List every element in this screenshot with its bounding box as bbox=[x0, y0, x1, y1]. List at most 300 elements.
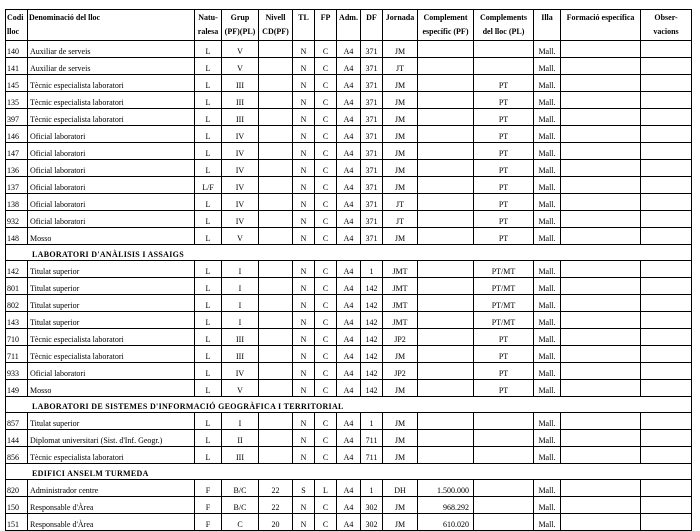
cell-island: Mall. bbox=[534, 278, 561, 295]
cell-name: Mosso bbox=[28, 380, 195, 397]
cell-specific-complement bbox=[418, 380, 474, 397]
cell-group: IV bbox=[222, 143, 259, 160]
cell-level bbox=[259, 380, 293, 397]
cell-fp: C bbox=[315, 109, 337, 126]
cell-fp: C bbox=[315, 312, 337, 329]
cell-jornada: JM bbox=[383, 380, 418, 397]
cell-nature: L bbox=[195, 430, 222, 447]
table-row bbox=[6, 497, 692, 514]
cell-observations bbox=[641, 194, 692, 211]
cell-observations bbox=[641, 329, 692, 346]
table-row bbox=[6, 58, 692, 75]
cell-level: 22 bbox=[259, 480, 293, 497]
cell-tl: N bbox=[293, 143, 315, 160]
cell-df: 142 bbox=[361, 329, 383, 346]
header-island: Illa bbox=[534, 10, 561, 41]
cell-island: Mall. bbox=[534, 109, 561, 126]
cell-position-complements: PT bbox=[474, 329, 534, 346]
cell-island: Mall. bbox=[534, 380, 561, 397]
header-specific-complement: Complement específic (PF) bbox=[418, 10, 474, 41]
cell-code: 933 bbox=[6, 363, 28, 380]
cell-specific-complement bbox=[418, 278, 474, 295]
cell-jornada: JMT bbox=[383, 312, 418, 329]
table-row bbox=[6, 430, 692, 447]
cell-df: 371 bbox=[361, 109, 383, 126]
cell-group: I bbox=[222, 413, 259, 430]
cell-jornada: JM bbox=[383, 41, 418, 58]
cell-position-complements: PT bbox=[474, 228, 534, 245]
cell-tl: N bbox=[293, 228, 315, 245]
cell-fp: C bbox=[315, 261, 337, 278]
table-row bbox=[6, 75, 692, 92]
cell-fp: C bbox=[315, 363, 337, 380]
cell-island: Mall. bbox=[534, 92, 561, 109]
cell-group: IV bbox=[222, 126, 259, 143]
cell-specific-training bbox=[561, 278, 641, 295]
cell-observations bbox=[641, 480, 692, 497]
cell-fp: C bbox=[315, 194, 337, 211]
cell-adm: A4 bbox=[337, 346, 361, 363]
cell-fp: C bbox=[315, 75, 337, 92]
cell-observations bbox=[641, 413, 692, 430]
cell-specific-complement bbox=[418, 447, 474, 464]
cell-specific-complement bbox=[418, 312, 474, 329]
cell-tl: N bbox=[293, 295, 315, 312]
cell-code: 145 bbox=[6, 75, 28, 92]
cell-nature: F bbox=[195, 514, 222, 531]
cell-adm: A4 bbox=[337, 126, 361, 143]
cell-code: 820 bbox=[6, 480, 28, 497]
cell-island: Mall. bbox=[534, 160, 561, 177]
cell-nature: L bbox=[195, 75, 222, 92]
cell-group: III bbox=[222, 447, 259, 464]
cell-position-complements bbox=[474, 480, 534, 497]
cell-level bbox=[259, 109, 293, 126]
cell-island: Mall. bbox=[534, 228, 561, 245]
table-row bbox=[6, 278, 692, 295]
cell-group: II bbox=[222, 430, 259, 447]
table-row bbox=[6, 261, 692, 278]
table-row bbox=[6, 312, 692, 329]
cell-group: III bbox=[222, 92, 259, 109]
cell-observations bbox=[641, 109, 692, 126]
cell-df: 142 bbox=[361, 312, 383, 329]
cell-group: IV bbox=[222, 211, 259, 228]
cell-name: Oficial laboratori bbox=[28, 126, 195, 143]
cell-name: Tècnic especialista laboratori bbox=[28, 447, 195, 464]
cell-specific-complement bbox=[418, 329, 474, 346]
cell-code: 143 bbox=[6, 312, 28, 329]
cell-adm: A4 bbox=[337, 211, 361, 228]
cell-specific-complement bbox=[418, 75, 474, 92]
cell-code: 136 bbox=[6, 160, 28, 177]
header-fp: FP bbox=[315, 10, 337, 41]
cell-position-complements: PT/MT bbox=[474, 278, 534, 295]
cell-position-complements: PT bbox=[474, 211, 534, 228]
cell-specific-complement: 1.500.000 bbox=[418, 480, 474, 497]
cell-island: Mall. bbox=[534, 413, 561, 430]
cell-level bbox=[259, 261, 293, 278]
cell-name: Responsable d'Àrea bbox=[28, 497, 195, 514]
cell-jornada: JM bbox=[383, 160, 418, 177]
cell-nature: L bbox=[195, 92, 222, 109]
cell-group: III bbox=[222, 109, 259, 126]
cell-group: V bbox=[222, 41, 259, 58]
header-jornada: Jornada bbox=[383, 10, 418, 41]
cell-nature: L bbox=[195, 346, 222, 363]
cell-group: I bbox=[222, 278, 259, 295]
cell-adm: A4 bbox=[337, 92, 361, 109]
cell-jornada: JM bbox=[383, 177, 418, 194]
table-row bbox=[6, 177, 692, 194]
cell-group: III bbox=[222, 75, 259, 92]
cell-name: Titulat superior bbox=[28, 413, 195, 430]
cell-name: Responsable d'Àrea bbox=[28, 514, 195, 531]
table-row bbox=[6, 109, 692, 126]
cell-position-complements bbox=[474, 413, 534, 430]
cell-specific-training bbox=[561, 41, 641, 58]
cell-name: Oficial laboratori bbox=[28, 143, 195, 160]
cell-code: 397 bbox=[6, 109, 28, 126]
cell-group: I bbox=[222, 261, 259, 278]
cell-specific-training bbox=[561, 380, 641, 397]
cell-tl: N bbox=[293, 514, 315, 531]
cell-island: Mall. bbox=[534, 126, 561, 143]
cell-observations bbox=[641, 160, 692, 177]
section-header-row bbox=[6, 464, 692, 480]
cell-name: Tècnic especialista laboratori bbox=[28, 346, 195, 363]
cell-code: 135 bbox=[6, 92, 28, 109]
cell-specific-training bbox=[561, 447, 641, 464]
cell-specific-complement bbox=[418, 177, 474, 194]
cell-specific-complement bbox=[418, 295, 474, 312]
cell-adm: A4 bbox=[337, 75, 361, 92]
cell-tl: N bbox=[293, 346, 315, 363]
cell-jornada: JM bbox=[383, 92, 418, 109]
cell-island: Mall. bbox=[534, 58, 561, 75]
cell-specific-training bbox=[561, 109, 641, 126]
cell-code: 144 bbox=[6, 430, 28, 447]
cell-observations bbox=[641, 447, 692, 464]
cell-name: Tècnic especialista laboratori bbox=[28, 109, 195, 126]
cell-fp: C bbox=[315, 41, 337, 58]
cell-fp: C bbox=[315, 278, 337, 295]
cell-fp: C bbox=[315, 228, 337, 245]
cell-island: Mall. bbox=[534, 497, 561, 514]
cell-df: 1 bbox=[361, 480, 383, 497]
cell-name: Administrador centre bbox=[28, 480, 195, 497]
cell-name: Tècnic especialista laboratori bbox=[28, 75, 195, 92]
cell-df: 371 bbox=[361, 126, 383, 143]
cell-level bbox=[259, 143, 293, 160]
cell-tl: N bbox=[293, 58, 315, 75]
cell-specific-training bbox=[561, 312, 641, 329]
cell-fp: C bbox=[315, 295, 337, 312]
cell-tl: N bbox=[293, 41, 315, 58]
cell-tl: N bbox=[293, 177, 315, 194]
cell-adm: A4 bbox=[337, 329, 361, 346]
cell-jornada: DH bbox=[383, 480, 418, 497]
cell-specific-training bbox=[561, 143, 641, 160]
header-row bbox=[6, 10, 692, 41]
cell-specific-complement bbox=[418, 363, 474, 380]
cell-fp: C bbox=[315, 413, 337, 430]
cell-name: Titulat superior bbox=[28, 312, 195, 329]
cell-observations bbox=[641, 346, 692, 363]
table-row bbox=[6, 228, 692, 245]
cell-level bbox=[259, 41, 293, 58]
cell-position-complements: PT bbox=[474, 75, 534, 92]
cell-adm: A4 bbox=[337, 380, 361, 397]
header-level: Nivell CD(PF) bbox=[259, 10, 293, 41]
cell-specific-training bbox=[561, 58, 641, 75]
section-header-row bbox=[6, 245, 692, 261]
table-row bbox=[6, 295, 692, 312]
table-row bbox=[6, 346, 692, 363]
cell-observations bbox=[641, 380, 692, 397]
cell-position-complements: PT bbox=[474, 380, 534, 397]
cell-df: 371 bbox=[361, 143, 383, 160]
cell-specific-complement: 968.292 bbox=[418, 497, 474, 514]
cell-name: Tècnic especialista laboratori bbox=[28, 92, 195, 109]
cell-nature: L bbox=[195, 228, 222, 245]
cell-specific-complement bbox=[418, 109, 474, 126]
cell-jornada: JT bbox=[383, 211, 418, 228]
cell-observations bbox=[641, 430, 692, 447]
cell-name: Oficial laboratori bbox=[28, 211, 195, 228]
header-specific-training: Formació específica bbox=[561, 10, 641, 41]
cell-tl: N bbox=[293, 194, 315, 211]
cell-fp: C bbox=[315, 211, 337, 228]
cell-observations bbox=[641, 514, 692, 531]
cell-nature: L bbox=[195, 363, 222, 380]
cell-position-complements: PT bbox=[474, 194, 534, 211]
cell-tl: N bbox=[293, 75, 315, 92]
cell-name: Oficial laboratori bbox=[28, 363, 195, 380]
cell-adm: A4 bbox=[337, 363, 361, 380]
header-nature: Natu- ralesa bbox=[195, 10, 222, 41]
table-row bbox=[6, 447, 692, 464]
cell-specific-training bbox=[561, 261, 641, 278]
cell-specific-training bbox=[561, 430, 641, 447]
cell-code: 710 bbox=[6, 329, 28, 346]
cell-specific-complement bbox=[418, 41, 474, 58]
cell-observations bbox=[641, 278, 692, 295]
cell-name: Tècnic especialista laboratori bbox=[28, 329, 195, 346]
cell-jornada: JM bbox=[383, 75, 418, 92]
cell-group: IV bbox=[222, 160, 259, 177]
cell-level bbox=[259, 278, 293, 295]
cell-level bbox=[259, 211, 293, 228]
cell-group: V bbox=[222, 380, 259, 397]
cell-level bbox=[259, 312, 293, 329]
cell-observations bbox=[641, 143, 692, 160]
cell-code: 857 bbox=[6, 413, 28, 430]
cell-island: Mall. bbox=[534, 363, 561, 380]
cell-code: 146 bbox=[6, 126, 28, 143]
cell-level bbox=[259, 447, 293, 464]
cell-observations bbox=[641, 312, 692, 329]
cell-position-complements bbox=[474, 41, 534, 58]
cell-fp: C bbox=[315, 497, 337, 514]
cell-fp: C bbox=[315, 514, 337, 531]
cell-island: Mall. bbox=[534, 514, 561, 531]
table-row bbox=[6, 380, 692, 397]
cell-name: Oficial laboratori bbox=[28, 194, 195, 211]
cell-adm: A4 bbox=[337, 430, 361, 447]
cell-specific-training bbox=[561, 514, 641, 531]
cell-nature: L bbox=[195, 312, 222, 329]
cell-nature: L bbox=[195, 329, 222, 346]
cell-df: 371 bbox=[361, 177, 383, 194]
cell-fp: C bbox=[315, 177, 337, 194]
cell-level bbox=[259, 177, 293, 194]
cell-island: Mall. bbox=[534, 211, 561, 228]
cell-name: Auxiliar de serveis bbox=[28, 58, 195, 75]
cell-code: 148 bbox=[6, 228, 28, 245]
cell-tl: N bbox=[293, 497, 315, 514]
cell-name: Auxiliar de serveis bbox=[28, 41, 195, 58]
cell-level bbox=[259, 228, 293, 245]
cell-adm: A4 bbox=[337, 228, 361, 245]
cell-df: 371 bbox=[361, 194, 383, 211]
cell-observations bbox=[641, 295, 692, 312]
cell-specific-training bbox=[561, 177, 641, 194]
cell-df: 371 bbox=[361, 160, 383, 177]
cell-group: V bbox=[222, 58, 259, 75]
cell-specific-training bbox=[561, 75, 641, 92]
cell-adm: A4 bbox=[337, 413, 361, 430]
cell-fp: C bbox=[315, 143, 337, 160]
cell-jornada: JT bbox=[383, 194, 418, 211]
cell-level bbox=[259, 346, 293, 363]
cell-jornada: JP2 bbox=[383, 329, 418, 346]
cell-specific-complement bbox=[418, 413, 474, 430]
cell-jornada: JM bbox=[383, 430, 418, 447]
cell-group: I bbox=[222, 312, 259, 329]
cell-specific-training bbox=[561, 295, 641, 312]
cell-specific-training bbox=[561, 497, 641, 514]
header-df: DF bbox=[361, 10, 383, 41]
cell-tl: N bbox=[293, 261, 315, 278]
section-header-row bbox=[6, 397, 692, 413]
cell-df: 142 bbox=[361, 363, 383, 380]
cell-island: Mall. bbox=[534, 41, 561, 58]
header-observations: Obser- vacions bbox=[641, 10, 692, 41]
cell-group: IV bbox=[222, 363, 259, 380]
section-title: LABORATORI D'ANÀLISIS I ASSAIGS bbox=[6, 245, 692, 261]
header-code: Codi lloc bbox=[6, 10, 28, 41]
cell-code: 138 bbox=[6, 194, 28, 211]
cell-level bbox=[259, 194, 293, 211]
table-row bbox=[6, 480, 692, 497]
cell-df: 371 bbox=[361, 58, 383, 75]
cell-tl: N bbox=[293, 430, 315, 447]
cell-island: Mall. bbox=[534, 346, 561, 363]
cell-observations bbox=[641, 41, 692, 58]
cell-tl: N bbox=[293, 380, 315, 397]
cell-nature: L bbox=[195, 109, 222, 126]
cell-level: 22 bbox=[259, 497, 293, 514]
cell-specific-complement bbox=[418, 211, 474, 228]
cell-island: Mall. bbox=[534, 447, 561, 464]
cell-group: I bbox=[222, 295, 259, 312]
cell-df: 302 bbox=[361, 497, 383, 514]
cell-jornada: JM bbox=[383, 346, 418, 363]
cell-nature: L/F bbox=[195, 177, 222, 194]
cell-tl: N bbox=[293, 312, 315, 329]
table-row bbox=[6, 211, 692, 228]
cell-position-complements bbox=[474, 497, 534, 514]
cell-position-complements: PT bbox=[474, 177, 534, 194]
section-title: LABORATORI DE SISTEMES D'INFORMACIÓ GEOGRÀFICA I TERRITORIAL bbox=[6, 397, 692, 413]
table-row bbox=[6, 92, 692, 109]
cell-nature: L bbox=[195, 58, 222, 75]
cell-fp: C bbox=[315, 430, 337, 447]
header-position-complements: Complements del lloc (PL) bbox=[474, 10, 534, 41]
cell-df: 142 bbox=[361, 295, 383, 312]
cell-level bbox=[259, 160, 293, 177]
cell-observations bbox=[641, 58, 692, 75]
cell-code: 711 bbox=[6, 346, 28, 363]
cell-specific-training bbox=[561, 194, 641, 211]
cell-adm: A4 bbox=[337, 109, 361, 126]
cell-group: B/C bbox=[222, 497, 259, 514]
cell-tl: N bbox=[293, 278, 315, 295]
cell-level bbox=[259, 413, 293, 430]
cell-island: Mall. bbox=[534, 312, 561, 329]
cell-specific-complement bbox=[418, 194, 474, 211]
cell-group: IV bbox=[222, 177, 259, 194]
cell-nature: L bbox=[195, 126, 222, 143]
cell-jornada: JM bbox=[383, 413, 418, 430]
cell-observations bbox=[641, 92, 692, 109]
cell-nature: L bbox=[195, 413, 222, 430]
cell-adm: A4 bbox=[337, 497, 361, 514]
cell-adm: A4 bbox=[337, 295, 361, 312]
cell-fp: C bbox=[315, 329, 337, 346]
cell-name: Titulat superior bbox=[28, 278, 195, 295]
cell-jornada: JM bbox=[383, 228, 418, 245]
cell-specific-training bbox=[561, 480, 641, 497]
header-name: Denominació del lloc bbox=[28, 10, 195, 41]
cell-tl: N bbox=[293, 92, 315, 109]
cell-specific-training bbox=[561, 228, 641, 245]
cell-df: 302 bbox=[361, 514, 383, 531]
table-row bbox=[6, 41, 692, 58]
cell-specific-training bbox=[561, 346, 641, 363]
cell-position-complements: PT bbox=[474, 363, 534, 380]
cell-adm: A4 bbox=[337, 480, 361, 497]
cell-code: 150 bbox=[6, 497, 28, 514]
cell-specific-training bbox=[561, 126, 641, 143]
cell-specific-training bbox=[561, 413, 641, 430]
cell-jornada: JM bbox=[383, 143, 418, 160]
job-positions-table bbox=[5, 9, 692, 531]
cell-specific-training bbox=[561, 363, 641, 380]
cell-position-complements bbox=[474, 430, 534, 447]
cell-position-complements: PT bbox=[474, 92, 534, 109]
cell-observations bbox=[641, 497, 692, 514]
cell-position-complements: PT bbox=[474, 143, 534, 160]
cell-code: 140 bbox=[6, 41, 28, 58]
cell-code: 151 bbox=[6, 514, 28, 531]
cell-jornada: JMT bbox=[383, 261, 418, 278]
cell-adm: A4 bbox=[337, 261, 361, 278]
cell-nature: F bbox=[195, 480, 222, 497]
cell-df: 142 bbox=[361, 346, 383, 363]
cell-nature: L bbox=[195, 380, 222, 397]
